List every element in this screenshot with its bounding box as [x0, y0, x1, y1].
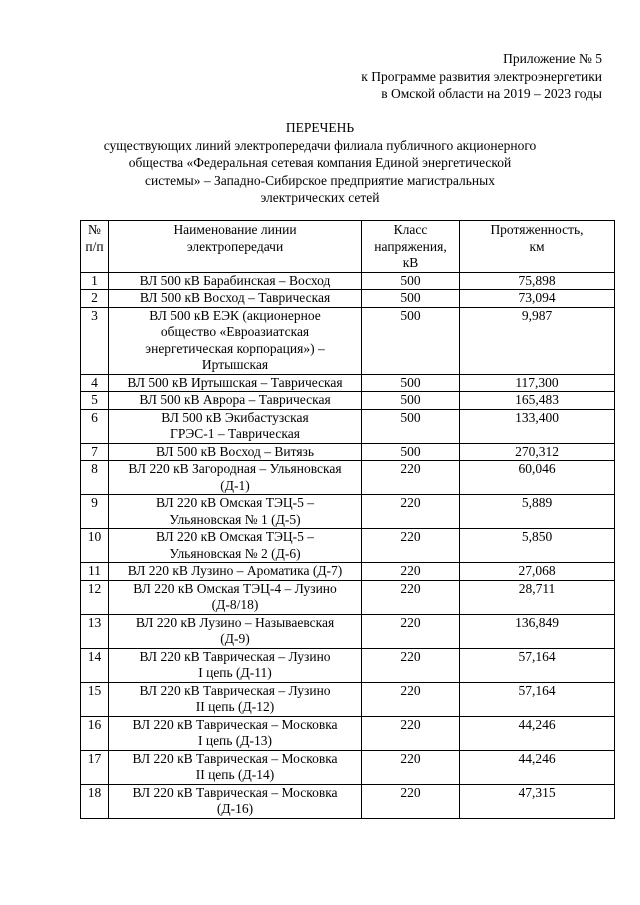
- row-number-cell: 1: [81, 272, 109, 290]
- row-number-cell: 15: [81, 682, 109, 716]
- length-cell: 57,164: [460, 682, 615, 716]
- line-name-cell: [109, 750, 362, 784]
- line-name-text: ВЛ 220 кВ Омская ТЭЦ-5 –: [155, 495, 315, 510]
- header-name: [109, 221, 362, 273]
- voltage-cell: 500: [362, 272, 460, 290]
- line-name-cell: [109, 461, 362, 495]
- line-name-text: ВЛ 500 кВ Восход – Витязь: [155, 443, 315, 459]
- heading-line-2: общества «Федеральная сетевая компания Единой энергетической: [128, 155, 512, 170]
- heading-line-1: существующих линий электропередачи филиала публичного акционерного: [103, 137, 537, 153]
- voltage-cell: 220: [362, 716, 460, 750]
- voltage-cell: 500: [362, 409, 460, 443]
- line-name-text: ВЛ 220 кВ Таврическая – Московка: [132, 716, 338, 732]
- line-name-text: ВЛ 220 кВ Лузино – Ароматика (Д-7): [127, 563, 343, 578]
- length-cell: 270,312: [460, 443, 615, 461]
- length-cell: 60,046: [460, 461, 615, 495]
- table-row: [81, 443, 615, 461]
- line-name-text: ВЛ 500 кВ Восход – Таврическая: [139, 290, 331, 305]
- line-name-text: Ульяновская № 2 (Д-6): [169, 545, 301, 561]
- line-name-cell: [109, 682, 362, 716]
- line-name-text: ВЛ 500 кВ ЕЭК (акционерное: [149, 307, 321, 323]
- line-name-cell: [109, 648, 362, 682]
- appendix-line-2: к Программе развития электроэнергетики: [361, 68, 602, 84]
- row-number-cell: 14: [81, 648, 109, 682]
- line-name-cell: [109, 580, 362, 614]
- row-number-cell: 10: [81, 529, 109, 563]
- line-name-text: I цепь (Д-13): [197, 733, 273, 748]
- table-row: [81, 614, 615, 648]
- line-name-text: (Д-9): [220, 631, 250, 646]
- voltage-cell: 500: [362, 392, 460, 410]
- line-name-text: (Д-16): [216, 801, 254, 816]
- appendix-note: [361, 50, 602, 103]
- header-voltage: [362, 221, 460, 273]
- length-cell: 73,094: [460, 290, 615, 308]
- document-title: ПЕРЕЧЕНЬ: [285, 120, 355, 135]
- line-name-cell: [109, 443, 362, 461]
- table-row: [81, 750, 615, 784]
- table-header: [81, 221, 615, 273]
- line-name-text: ВЛ 220 кВ Омская ТЭЦ-5 –: [155, 529, 315, 544]
- row-number-cell: 6: [81, 409, 109, 443]
- table-row: [81, 409, 615, 443]
- line-name-cell: [109, 529, 362, 563]
- table-row: [81, 307, 615, 374]
- voltage-cell: 220: [362, 580, 460, 614]
- line-name-text: II цепь (Д-12): [195, 699, 275, 714]
- line-name-text: ВЛ 500 кВ Барабинская – Восход: [139, 272, 331, 288]
- length-cell: 133,400: [460, 409, 615, 443]
- voltage-cell: 500: [362, 374, 460, 392]
- line-name-text: энергетическая корпорация») –: [145, 340, 325, 356]
- table-row: [81, 580, 615, 614]
- line-name-cell: [109, 563, 362, 581]
- line-name-cell: [109, 290, 362, 308]
- line-name-text: Иртышская: [201, 357, 269, 372]
- appendix-line-1: Приложение № 5: [503, 51, 602, 66]
- line-name-text: ГРЭС-1 – Таврическая: [170, 426, 300, 441]
- voltage-cell: 220: [362, 563, 460, 581]
- length-cell: 165,483: [460, 392, 615, 410]
- line-name-cell: [109, 495, 362, 529]
- length-cell: 27,068: [460, 563, 615, 581]
- heading-line-3: системы» – Западно-Сибирское предприятие магистральных: [145, 172, 495, 188]
- voltage-cell: 500: [362, 307, 460, 374]
- line-name-text: ВЛ 220 кВ Лузино – Называевская: [135, 614, 335, 630]
- line-name-text: ВЛ 220 кВ Омская ТЭЦ-4 – Лузино: [133, 580, 337, 596]
- row-number-cell: 18: [81, 784, 109, 818]
- header-num-line: п/п: [85, 238, 104, 254]
- length-cell: 44,246: [460, 750, 615, 784]
- row-number-cell: 7: [81, 443, 109, 461]
- voltage-cell: 220: [362, 784, 460, 818]
- length-cell: 28,711: [460, 580, 615, 614]
- length-cell: 44,246: [460, 716, 615, 750]
- header-name-line: Наименование линии: [173, 222, 297, 237]
- row-number-cell: 3: [81, 307, 109, 374]
- document-heading: [40, 119, 600, 207]
- row-number-cell: 17: [81, 750, 109, 784]
- header-name-line: электропередачи: [186, 238, 284, 254]
- line-name-text: I цепь (Д-11): [198, 665, 272, 680]
- header-length-line: Протяженность,: [490, 222, 584, 237]
- table-row: [81, 461, 615, 495]
- row-number-cell: 2: [81, 290, 109, 308]
- voltage-cell: 220: [362, 614, 460, 648]
- row-number-cell: 16: [81, 716, 109, 750]
- header-voltage-line: Класс: [393, 222, 428, 237]
- length-cell: 117,300: [460, 374, 615, 392]
- table-header-row: [81, 221, 615, 273]
- line-name-text: ВЛ 500 кВ Иртышская – Таврическая: [127, 374, 343, 390]
- table-row: [81, 272, 615, 290]
- length-cell: 57,164: [460, 648, 615, 682]
- table-row: [81, 716, 615, 750]
- header-length-line: км: [529, 238, 545, 254]
- line-name-cell: [109, 409, 362, 443]
- voltage-cell: 220: [362, 495, 460, 529]
- power-lines-table: [80, 220, 615, 819]
- row-number-cell: 11: [81, 563, 109, 581]
- row-number-cell: 12: [81, 580, 109, 614]
- line-name-text: Ульяновская № 1 (Д-5): [169, 511, 301, 527]
- line-name-text: (Д-8/18): [211, 597, 259, 612]
- line-name-cell: [109, 784, 362, 818]
- table-row: [81, 529, 615, 563]
- appendix-line-3: в Омской области на 2019 – 2023 годы: [381, 86, 602, 101]
- table-row: [81, 290, 615, 308]
- header-num: [81, 221, 109, 273]
- table-row: [81, 374, 615, 392]
- length-cell: 5,850: [460, 529, 615, 563]
- header-length: [460, 221, 615, 273]
- voltage-cell: 500: [362, 443, 460, 461]
- heading-line-4: электрических сетей: [260, 190, 380, 205]
- header-voltage-line: напряжения,: [374, 238, 447, 254]
- line-name-text: ВЛ 220 кВ Таврическая – Лузино: [139, 648, 331, 664]
- voltage-cell: 220: [362, 648, 460, 682]
- line-name-cell: [109, 272, 362, 290]
- line-name-text: (Д-1): [220, 477, 250, 493]
- table-row: [81, 495, 615, 529]
- length-cell: 136,849: [460, 614, 615, 648]
- voltage-cell: 220: [362, 461, 460, 495]
- row-number-cell: 9: [81, 495, 109, 529]
- voltage-cell: 220: [362, 750, 460, 784]
- line-name-cell: [109, 374, 362, 392]
- row-number-cell: 5: [81, 392, 109, 410]
- line-name-text: общество «Евроазиатская: [160, 324, 310, 339]
- length-cell: 9,987: [460, 307, 615, 374]
- table-row: [81, 392, 615, 410]
- line-name-cell: [109, 716, 362, 750]
- voltage-cell: 500: [362, 290, 460, 308]
- table-row: [81, 563, 615, 581]
- line-name-text: ВЛ 220 кВ Загородная – Ульяновская: [128, 461, 342, 476]
- length-cell: 47,315: [460, 784, 615, 818]
- line-name-cell: [109, 307, 362, 374]
- row-number-cell: 13: [81, 614, 109, 648]
- line-name-cell: [109, 614, 362, 648]
- voltage-cell: 220: [362, 529, 460, 563]
- line-name-text: ВЛ 220 кВ Таврическая – Московка: [132, 784, 338, 800]
- table-row: [81, 682, 615, 716]
- table-body: [81, 272, 615, 818]
- length-cell: 75,898: [460, 272, 615, 290]
- length-cell: 5,889: [460, 495, 615, 529]
- row-number-cell: 8: [81, 461, 109, 495]
- header-voltage-line: кВ: [402, 255, 419, 270]
- table-row: [81, 648, 615, 682]
- voltage-cell: 220: [362, 682, 460, 716]
- line-name-text: ВЛ 220 кВ Таврическая – Московка: [132, 750, 338, 766]
- row-number-cell: 4: [81, 374, 109, 392]
- header-num-line: №: [88, 222, 101, 237]
- line-name-text: ВЛ 500 кВ Аврора – Таврическая: [139, 392, 331, 407]
- line-name-text: II цепь (Д-14): [195, 767, 275, 782]
- line-name-text: ВЛ 500 кВ Экибастузская: [161, 409, 309, 425]
- line-name-cell: [109, 392, 362, 410]
- table-row: [81, 784, 615, 818]
- line-name-text: ВЛ 220 кВ Таврическая – Лузино: [139, 682, 331, 698]
